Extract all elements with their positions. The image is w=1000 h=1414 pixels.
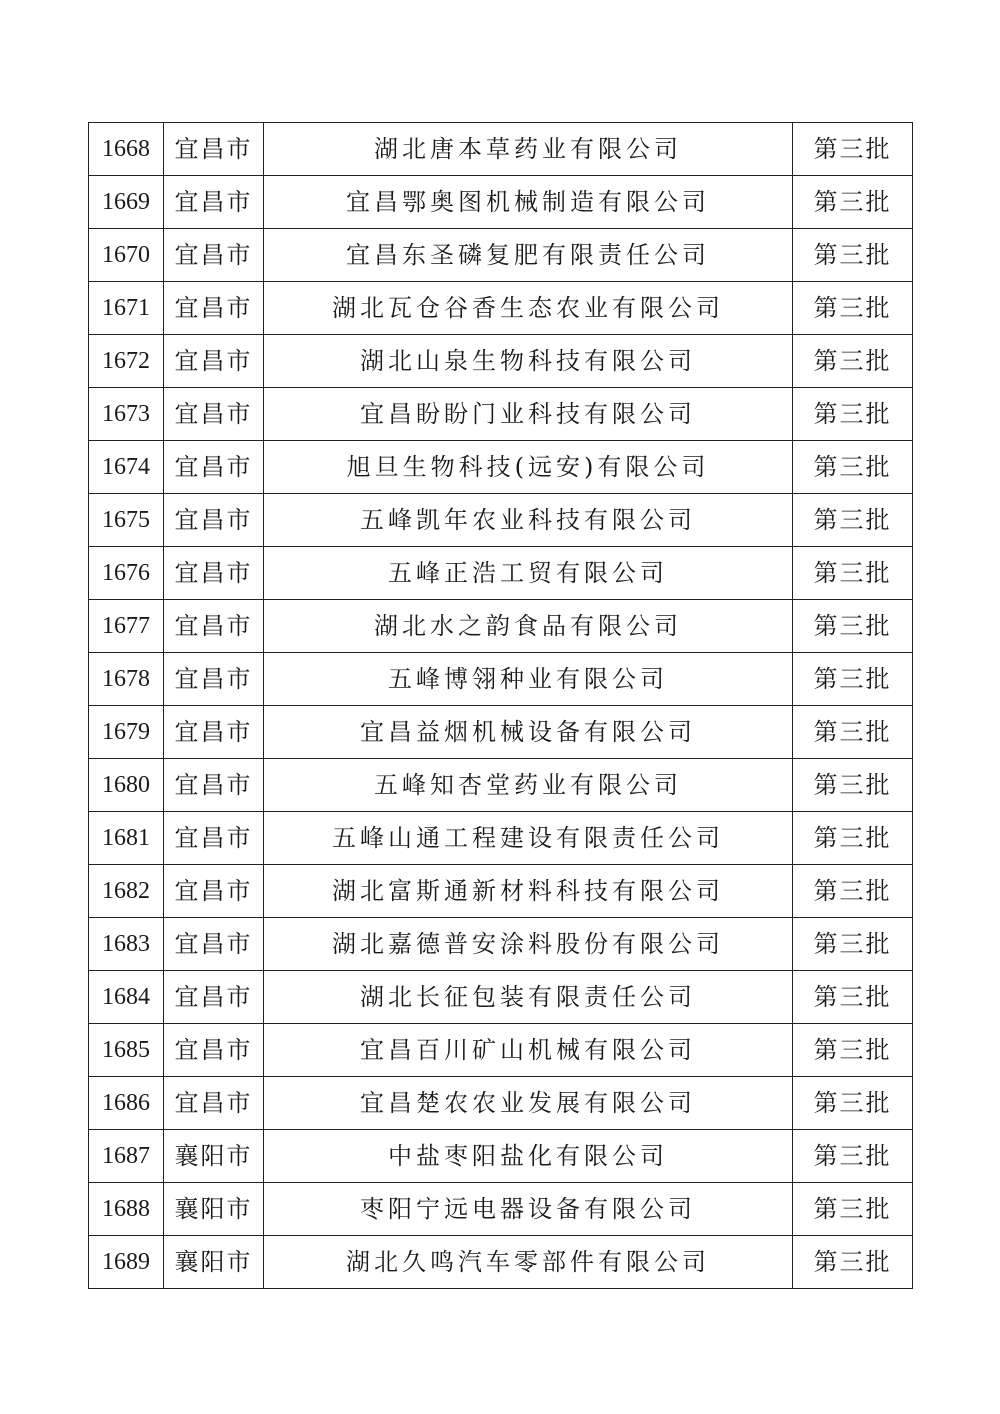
row-number: 1684 <box>89 971 164 1024</box>
row-number: 1672 <box>89 335 164 388</box>
row-number: 1670 <box>89 229 164 282</box>
row-number: 1682 <box>89 865 164 918</box>
row-number: 1681 <box>89 812 164 865</box>
row-city: 宜昌市 <box>164 1024 264 1077</box>
row-number: 1668 <box>89 123 164 176</box>
row-company-name: 湖北嘉德普安涂料股份有限公司 <box>264 918 793 971</box>
row-batch: 第三批 <box>793 1183 913 1236</box>
row-number: 1673 <box>89 388 164 441</box>
row-number: 1676 <box>89 547 164 600</box>
table-row <box>89 600 913 653</box>
table-row <box>89 441 913 494</box>
row-city: 宜昌市 <box>164 653 264 706</box>
row-city: 宜昌市 <box>164 971 264 1024</box>
row-batch: 第三批 <box>793 335 913 388</box>
table-row <box>89 388 913 441</box>
row-city: 宜昌市 <box>164 229 264 282</box>
row-city: 襄阳市 <box>164 1130 264 1183</box>
table-row <box>89 547 913 600</box>
row-company-name: 湖北唐本草药业有限公司 <box>264 123 793 176</box>
row-number: 1688 <box>89 1183 164 1236</box>
table-row <box>89 865 913 918</box>
row-company-name: 湖北瓦仓谷香生态农业有限公司 <box>264 282 793 335</box>
row-city: 宜昌市 <box>164 176 264 229</box>
row-batch: 第三批 <box>793 1130 913 1183</box>
row-company-name: 湖北富斯通新材料科技有限公司 <box>264 865 793 918</box>
row-city: 宜昌市 <box>164 494 264 547</box>
row-number: 1671 <box>89 282 164 335</box>
row-batch: 第三批 <box>793 494 913 547</box>
row-company-name: 五峰博翎种业有限公司 <box>264 653 793 706</box>
row-city: 襄阳市 <box>164 1236 264 1289</box>
row-city: 宜昌市 <box>164 759 264 812</box>
row-company-name: 湖北久鸣汽车零部件有限公司 <box>264 1236 793 1289</box>
row-number: 1674 <box>89 441 164 494</box>
row-batch: 第三批 <box>793 865 913 918</box>
row-batch: 第三批 <box>793 441 913 494</box>
table-row <box>89 282 913 335</box>
table-row <box>89 1077 913 1130</box>
row-number: 1675 <box>89 494 164 547</box>
table-row <box>89 812 913 865</box>
row-company-name: 中盐枣阳盐化有限公司 <box>264 1130 793 1183</box>
row-city: 宜昌市 <box>164 865 264 918</box>
row-batch: 第三批 <box>793 918 913 971</box>
row-company-name: 湖北水之韵食品有限公司 <box>264 600 793 653</box>
row-number: 1686 <box>89 1077 164 1130</box>
table-row <box>89 335 913 388</box>
table-row <box>89 229 913 282</box>
row-number: 1680 <box>89 759 164 812</box>
row-company-name: 旭旦生物科技(远安)有限公司 <box>264 441 793 494</box>
row-batch: 第三批 <box>793 653 913 706</box>
row-city: 宜昌市 <box>164 812 264 865</box>
table-row <box>89 1183 913 1236</box>
row-city: 宜昌市 <box>164 600 264 653</box>
table-row <box>89 1130 913 1183</box>
table-row <box>89 1024 913 1077</box>
table-row <box>89 759 913 812</box>
row-city: 宜昌市 <box>164 441 264 494</box>
row-company-name: 五峰凯年农业科技有限公司 <box>264 494 793 547</box>
row-city: 宜昌市 <box>164 282 264 335</box>
row-city: 宜昌市 <box>164 1077 264 1130</box>
row-batch: 第三批 <box>793 812 913 865</box>
row-batch: 第三批 <box>793 176 913 229</box>
row-city: 宜昌市 <box>164 918 264 971</box>
row-batch: 第三批 <box>793 1077 913 1130</box>
row-city: 宜昌市 <box>164 547 264 600</box>
row-number: 1683 <box>89 918 164 971</box>
row-company-name: 湖北山泉生物科技有限公司 <box>264 335 793 388</box>
row-batch: 第三批 <box>793 282 913 335</box>
table-row <box>89 1236 913 1289</box>
row-batch: 第三批 <box>793 123 913 176</box>
row-number: 1687 <box>89 1130 164 1183</box>
row-batch: 第三批 <box>793 1024 913 1077</box>
table-row <box>89 176 913 229</box>
row-company-name: 宜昌楚农农业发展有限公司 <box>264 1077 793 1130</box>
row-company-name: 湖北长征包装有限责任公司 <box>264 971 793 1024</box>
row-number: 1669 <box>89 176 164 229</box>
row-company-name: 宜昌益烟机械设备有限公司 <box>264 706 793 759</box>
row-city: 宜昌市 <box>164 706 264 759</box>
row-number: 1685 <box>89 1024 164 1077</box>
row-city: 襄阳市 <box>164 1183 264 1236</box>
table-row <box>89 123 913 176</box>
row-number: 1677 <box>89 600 164 653</box>
row-city: 宜昌市 <box>164 335 264 388</box>
table-row <box>89 918 913 971</box>
row-company-name: 五峰山通工程建设有限责任公司 <box>264 812 793 865</box>
row-company-name: 宜昌百川矿山机械有限公司 <box>264 1024 793 1077</box>
row-batch: 第三批 <box>793 229 913 282</box>
row-company-name: 五峰知杏堂药业有限公司 <box>264 759 793 812</box>
row-batch: 第三批 <box>793 1236 913 1289</box>
row-number: 1689 <box>89 1236 164 1289</box>
row-batch: 第三批 <box>793 547 913 600</box>
row-company-name: 宜昌盼盼门业科技有限公司 <box>264 388 793 441</box>
row-company-name: 宜昌鄂奥图机械制造有限公司 <box>264 176 793 229</box>
row-batch: 第三批 <box>793 706 913 759</box>
row-batch: 第三批 <box>793 971 913 1024</box>
row-number: 1678 <box>89 653 164 706</box>
table-row <box>89 494 913 547</box>
row-batch: 第三批 <box>793 388 913 441</box>
company-list-body <box>89 123 913 1289</box>
row-company-name: 枣阳宁远电器设备有限公司 <box>264 1183 793 1236</box>
row-batch: 第三批 <box>793 600 913 653</box>
row-number: 1679 <box>89 706 164 759</box>
row-company-name: 宜昌东圣磷复肥有限责任公司 <box>264 229 793 282</box>
table-row <box>89 653 913 706</box>
table-row <box>89 706 913 759</box>
row-company-name: 五峰正浩工贸有限公司 <box>264 547 793 600</box>
company-list-table <box>88 122 913 1289</box>
row-city: 宜昌市 <box>164 123 264 176</box>
row-city: 宜昌市 <box>164 388 264 441</box>
row-batch: 第三批 <box>793 759 913 812</box>
table-row <box>89 971 913 1024</box>
